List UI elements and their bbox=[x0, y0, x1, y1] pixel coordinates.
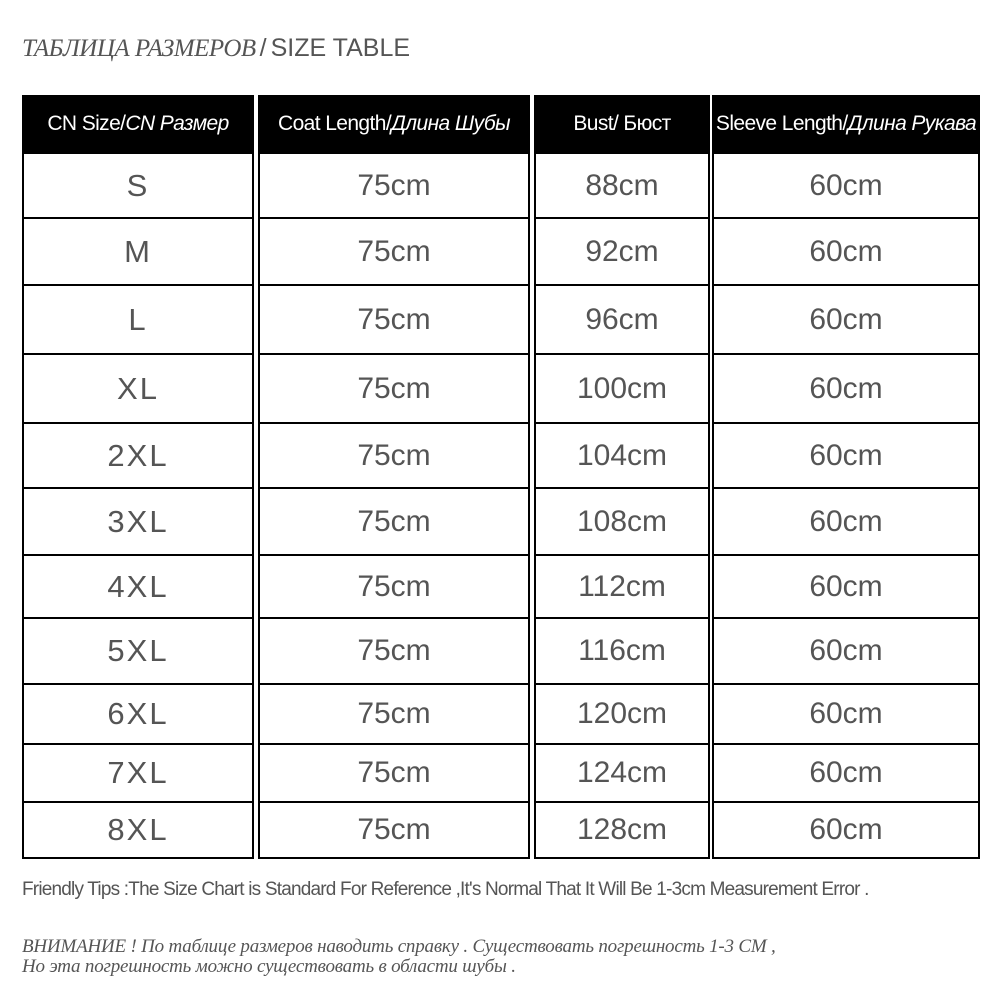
sleeve-length-cell: 60cm bbox=[712, 219, 980, 286]
bust-cell: 124cm bbox=[534, 745, 710, 803]
table-row bbox=[22, 152, 980, 219]
coat-length-cell: 75cm bbox=[258, 619, 530, 685]
coat-length-cell: 75cm bbox=[258, 489, 530, 556]
header-cn-size-en: CN Size/ bbox=[47, 111, 126, 135]
table-row bbox=[22, 685, 980, 745]
title-ru: ТАБЛИЦА РАЗМЕРОВ bbox=[22, 35, 256, 62]
title-separator: / bbox=[259, 34, 267, 62]
bust-cell: 92cm bbox=[534, 219, 710, 286]
size-cell: M bbox=[22, 219, 254, 286]
size-table bbox=[22, 95, 980, 859]
size-cell: 8XL bbox=[22, 803, 254, 859]
page-title bbox=[22, 34, 410, 63]
warning-line-1: ВНИМАНИЕ ! По таблице размеров наводить справку . Существовать погрешность 1-3 СМ , bbox=[22, 936, 776, 957]
table-row bbox=[22, 489, 980, 556]
header-bust-en: Bust/ Бюст bbox=[573, 111, 671, 135]
warning-line-2: Но эта погрешность можно существовать в области шубы . bbox=[22, 956, 516, 977]
warning-note bbox=[22, 937, 972, 977]
header-sleeve-length-ru: Длина Рукава bbox=[847, 111, 977, 135]
table-row bbox=[22, 219, 980, 286]
bust-cell: 96cm bbox=[534, 286, 710, 355]
size-cell: 7XL bbox=[22, 745, 254, 803]
table-row bbox=[22, 619, 980, 685]
sleeve-length-cell: 60cm bbox=[712, 685, 980, 745]
coat-length-cell: 75cm bbox=[258, 424, 530, 489]
coat-length-cell: 75cm bbox=[258, 685, 530, 745]
size-cell: 3XL bbox=[22, 489, 254, 556]
sleeve-length-cell: 60cm bbox=[712, 803, 980, 859]
sleeve-length-cell: 60cm bbox=[712, 745, 980, 803]
bust-cell: 120cm bbox=[534, 685, 710, 745]
sleeve-length-cell: 60cm bbox=[712, 424, 980, 489]
coat-length-cell: 75cm bbox=[258, 219, 530, 286]
size-cell: XL bbox=[22, 355, 254, 424]
table-row bbox=[22, 286, 980, 355]
bust-cell: 108cm bbox=[534, 489, 710, 556]
bust-cell: 112cm bbox=[534, 556, 710, 619]
table-row bbox=[22, 803, 980, 859]
table-row bbox=[22, 745, 980, 803]
table-row bbox=[22, 424, 980, 489]
sleeve-length-cell: 60cm bbox=[712, 355, 980, 424]
coat-length-cell: 75cm bbox=[258, 152, 530, 219]
coat-length-cell: 75cm bbox=[258, 355, 530, 424]
bust-cell: 104cm bbox=[534, 424, 710, 489]
header-coat-length-ru: Длина Шубы bbox=[391, 111, 510, 135]
bust-cell: 100cm bbox=[534, 355, 710, 424]
title-en: SIZE TABLE bbox=[270, 34, 411, 62]
coat-length-cell: 75cm bbox=[258, 803, 530, 859]
bust-cell: 128cm bbox=[534, 803, 710, 859]
sleeve-length-cell: 60cm bbox=[712, 152, 980, 219]
sleeve-length-cell: 60cm bbox=[712, 286, 980, 355]
coat-length-cell: 75cm bbox=[258, 286, 530, 355]
sleeve-length-cell: 60cm bbox=[712, 489, 980, 556]
coat-length-cell: 75cm bbox=[258, 556, 530, 619]
size-cell: 4XL bbox=[22, 556, 254, 619]
bust-cell: 116cm bbox=[534, 619, 710, 685]
bust-cell: 88cm bbox=[534, 152, 710, 219]
coat-length-cell: 75cm bbox=[258, 745, 530, 803]
sleeve-length-cell: 60cm bbox=[712, 556, 980, 619]
header-sleeve-length bbox=[712, 95, 980, 152]
header-cn-size-ru: CN Размер bbox=[125, 111, 229, 135]
sleeve-length-cell: 60cm bbox=[712, 619, 980, 685]
header-cn-size bbox=[22, 95, 254, 152]
table-row bbox=[22, 556, 980, 619]
header-coat-length bbox=[258, 95, 530, 152]
size-cell: 6XL bbox=[22, 685, 254, 745]
table-body bbox=[22, 152, 980, 859]
size-cell: S bbox=[22, 152, 254, 219]
friendly-tips: Friendly Tips :The Size Chart is Standard For Reference ,It's Normal That It Will Be 1-3cm Measurement Error . bbox=[22, 879, 869, 900]
table-row bbox=[22, 355, 980, 424]
header-sleeve-length-en: Sleeve Length/ bbox=[715, 111, 848, 135]
table-header-row bbox=[22, 95, 980, 152]
header-bust bbox=[534, 95, 710, 152]
size-cell: L bbox=[22, 286, 254, 355]
size-cell: 2XL bbox=[22, 424, 254, 489]
size-cell: 5XL bbox=[22, 619, 254, 685]
header-coat-length-en: Coat Length/ bbox=[278, 111, 392, 135]
